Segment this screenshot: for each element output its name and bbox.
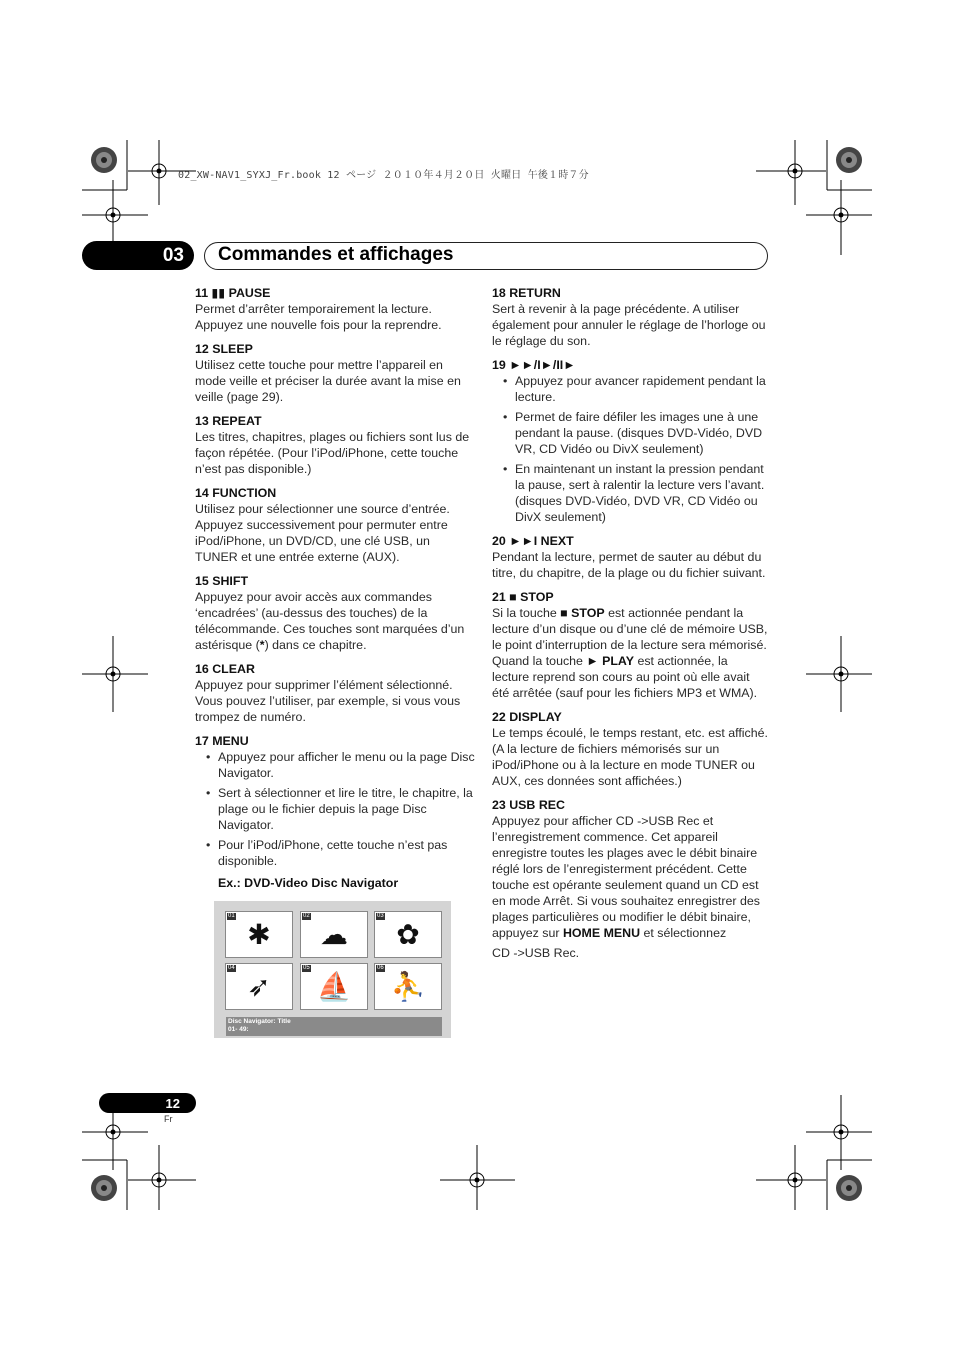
section-body	[195, 589, 475, 653]
list-item: • Appuyez pour afficher le menu ou la page Disc Navigator.	[195, 749, 475, 781]
section-body: Sert à revenir à la page précédente. A utiliser également pour annuler le réglage de l’horloge ou le réglage du son.	[492, 302, 766, 348]
thumb-number: 05	[303, 965, 310, 971]
section-stop	[492, 589, 768, 701]
flower-icon: ✿	[396, 919, 420, 950]
disc-navigator-status-bar	[226, 1017, 442, 1036]
section-body: Appuyez pour supprimer l’élément sélectionné. Vous pouvez l’utiliser, par exemple, si vous vous trompez de numéro.	[195, 678, 461, 724]
thumb-number: 03	[377, 913, 384, 919]
section-next	[492, 533, 768, 581]
chapter-title: Commandes et affichages	[218, 244, 454, 265]
section-fast-forward	[492, 357, 768, 525]
windsurf-icon: ⛵	[316, 971, 352, 1002]
section-body: Les titres, chapitres, plages ou fichiers sont lus de façon répétée. (Pour l’iPod/iPhone, cette touche n’est pas disponible.)	[195, 430, 470, 476]
section-function	[195, 485, 475, 565]
tree-icon: ☁	[320, 919, 348, 950]
section-sleep	[195, 341, 475, 405]
section-body: Le temps écoulé, le temps restant, etc. est affiché. (A la lecture de fichiers mémorisés sur un iPod/iPhone ou à la lecture en mode TUNER ou AUX, ces données sont affichées.)	[492, 726, 768, 788]
section-body: Pendant la lecture, permet de sauter au début du titre, du chapitre, de la plage ou du fichier suivant.	[492, 550, 766, 580]
example-caption: Ex.: DVD-Video Disc Navigator	[218, 876, 399, 890]
thumb-number: 06	[377, 965, 384, 971]
chapter-number: 03	[82, 241, 194, 270]
section-repeat	[195, 413, 475, 477]
page-language: Fr	[164, 1114, 173, 1124]
thumbnail	[374, 911, 442, 958]
play-key-label: ► PLAY	[586, 654, 635, 668]
left-column	[195, 285, 475, 899]
print-header: 02_XW-NAV1_SYXJ_Fr.book 12 ページ ２０１０年４月２０日 火曜日 午後１時７分	[178, 170, 589, 181]
bird-icon: ➶	[247, 971, 271, 1002]
nav-bar-title: Disc Navigator: Title	[228, 1018, 291, 1025]
list-item: • Pour l’iPod/iPhone, cette touche n’est pas disponible.	[195, 837, 475, 869]
section-heading: 23 USB REC	[492, 798, 565, 812]
section-return	[492, 285, 768, 349]
thumbnail	[225, 911, 293, 958]
body-text: Appuyez pour avoir accès aux commandes ‘encadrées’ (au-dessus des touches) de la télécommande. Ces touches sont marquées d’un astérisque (	[195, 590, 465, 652]
section-heading: 11 ▮▮ PAUSE	[195, 286, 271, 300]
right-column	[492, 285, 768, 969]
section-heading: 12 SLEEP	[195, 342, 253, 356]
section-heading: 18 RETURN	[492, 286, 561, 300]
page-number: 12	[99, 1093, 196, 1113]
body-text: et sélectionnez	[640, 926, 727, 940]
thumbnail	[225, 963, 293, 1010]
section-shift	[195, 573, 475, 653]
body-text: est actionnée, la lecture reprend son cours au point où elle avait été arrêtée (sauf pour les fichiers MP3 et WMA).	[492, 654, 758, 700]
thumbnail	[374, 963, 442, 1010]
thumb-number: 01	[228, 913, 235, 919]
list-item: • Appuyez pour avancer rapidement pendant la lecture.	[492, 373, 768, 405]
thumbnail	[300, 911, 368, 958]
leaf-icon: ✱	[247, 919, 271, 950]
section-body: Permet d’arrêter temporairement la lecture. Appuyez une nouvelle fois pour la reprendre.	[195, 302, 442, 332]
skater-icon: ⛹	[390, 971, 426, 1002]
thumbnail	[300, 963, 368, 1010]
section-heading: 20 ►►I NEXT	[492, 534, 574, 548]
body-text: ) dans ce chapitre.	[264, 638, 367, 652]
section-usb-rec	[492, 797, 768, 961]
list-item: • En maintenant un instant la pression pendant la pause, sert à ralentir la lecture vers l’avant. (disques DVD-Vidéo, DVD VR, CD Vidéo ou DivX seulement)	[492, 461, 768, 525]
body-text: Si la touche	[492, 606, 561, 620]
section-body-end: CD ->USB Rec.	[492, 946, 580, 960]
section-heading: 14 FUNCTION	[195, 486, 277, 500]
section-display	[492, 709, 768, 789]
section-heading: 15 SHIFT	[195, 574, 249, 588]
thumb-number: 04	[228, 965, 235, 971]
section-heading: 16 CLEAR	[195, 662, 255, 676]
section-body	[492, 605, 768, 701]
thumb-number: 02	[303, 913, 310, 919]
section-heading: 21 ■ STOP	[492, 590, 554, 604]
nav-bar-range: 01- 49:	[228, 1026, 249, 1033]
section-body	[492, 813, 768, 941]
section-body: Utilisez pour sélectionner une source d’entrée. Appuyez successivement pour permuter entre iPod/iPhone, un DVD/CD, une clé USB, un TUNER et une entrée externe (AUX).	[195, 502, 450, 564]
home-menu-key-label: HOME MENU	[562, 926, 641, 940]
section-pause	[195, 285, 475, 333]
section-heading: 19 ►►/I►/II►	[492, 358, 576, 372]
section-heading: 22 DISPLAY	[492, 710, 562, 724]
bullet-list	[195, 749, 475, 869]
section-heading: 13 REPEAT	[195, 414, 262, 428]
list-item: • Sert à sélectionner et lire le titre, le chapitre, la plage ou le fichier depuis la page Disc Navigator.	[195, 785, 475, 833]
list-item: • Permet de faire défiler les images une à une pendant la pause. (disques DVD-Vidéo, DVD VR, CD Vidéo ou DivX seulement)	[492, 409, 768, 457]
section-menu	[195, 733, 475, 891]
stop-key-label: ■ STOP	[560, 606, 605, 620]
asterisk-mark: *	[259, 638, 265, 652]
bullet-list	[492, 373, 768, 525]
section-body: Utilisez cette touche pour mettre l’appareil en mode veille et préciser la durée avant la mise en veille (page 29).	[195, 358, 461, 404]
body-text: est actionnée pendant la lecture d’un disque ou d’une clé de mémoire USB, le point d’interruption de la lecture sera mémorisé. Quand la touche	[492, 606, 768, 668]
section-heading: 17 MENU	[195, 734, 249, 748]
section-clear	[195, 661, 475, 725]
body-text: Appuyez pour afficher CD ->USB Rec et l’enregistrement commence. Cet appareil enregistre toutes les plages avec le débit binaire réglé lors de l’enregisterment précédent. Cette touche est opérante seulement quand un CD est en mode Arrêt. Si vous souhaitez enregistrer des plages particulières ou modifier le débit binaire, appuyez sur	[492, 814, 760, 940]
